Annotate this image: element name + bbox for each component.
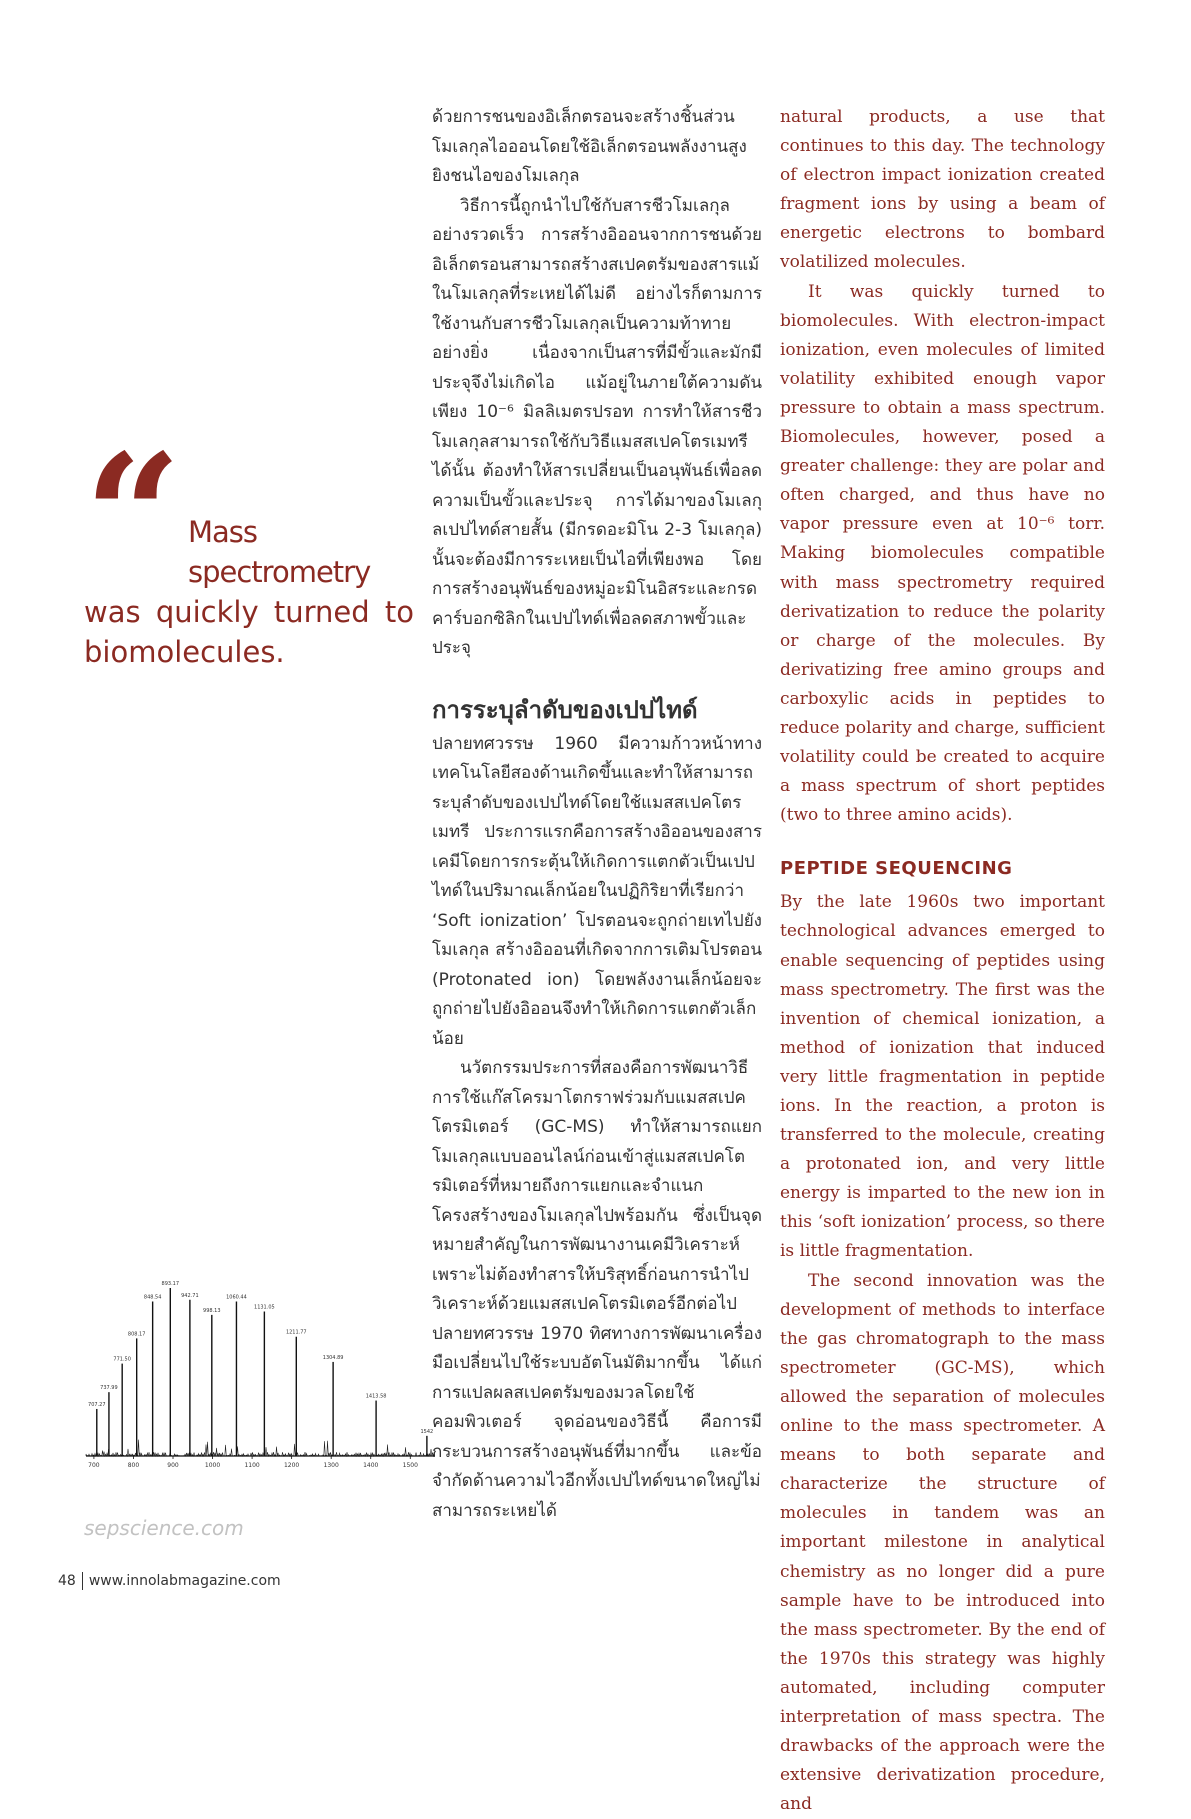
spectrum-peak-label: 737.99 [100,1385,118,1392]
spectrum-tick-label: 1000 [204,1462,221,1469]
spectrum-tick-label: 1500 [402,1462,418,1469]
english-section-heading: PEPTIDE SEQUENCING [780,858,1013,880]
spectrum-tick-label: 700 [88,1462,100,1469]
pull-quote-rest: was quickly turned to biomolecules. [84,595,414,669]
spectrum-noise [86,1440,435,1456]
spectrum-tick-label: 1300 [323,1462,339,1469]
spectrum-peak-label: 1131.05 [254,1304,275,1311]
page-footer [58,1572,281,1590]
english-article-column [780,103,1105,1819]
spectrum-peak-label: 1211.77 [285,1329,307,1336]
thai-article-column [432,103,762,1526]
pull-quote [84,417,414,672]
quote-mark: “ [84,417,170,617]
spectrum-peak-label: 808.17 [127,1331,146,1338]
spectrum-tick-label: 900 [167,1462,179,1469]
page-number: 48 [58,1573,76,1589]
thai-paragraph: ปลายทศวรรษ 1960 มีความก้าวหน้าทางเทคโนโลยีสองด้านเกิดขึ้นและทำให้สามารถระบุลำดับของเปปไทด์โดยใช้แมสสเปคโตรเมทรี ประการแรกคือการสร้างอิออนของสารเคมีโดยการกระตุ้นให้เกิดการแตกตัวเป็นเปปไทด์ในปริมาณเล็กน้อยในปฏิกิริยาที่เรียกว่า ‘Soft ionization’ โปรตอนจะถูกถ่ายเทไปยังโมเลกุล สร้างอิออนที่เกิดจากการเติมโปรตอน (Protonated ion) โดยพลังงานเล็กน้อยจะถูกถ่ายไปยังอิออนจึงทำให้เกิดการแตกตัวเล็กน้อย [432,733,762,1049]
spectrum-peak-label: 893.17 [161,1281,180,1287]
spectrum-peak-label: 1060.44 [226,1294,247,1301]
footer-url: www.innolabmagazine.com [88,1573,281,1589]
spectrum-tick-label: 1400 [363,1462,379,1469]
english-paragraph: It was quickly turned to biomolecules. With electron-impact ionization, even molecules of limited volatility exhibited enough vapor pressure to obtain a mass spectrum. Biomolecules, however, posed a greater challenge: they are polar and often charged, and thus have no vapor pressure even at 10⁻⁶ torr. Making biomolecules compatible with mass spectrometry required derivatization to reduce the polarity or charge of the molecules. By derivatizing free amino groups and carboxylic acids in peptides to reduce polarity and charge, sufficient volatility could be created to acquire a mass spectrum of short peptides (two to three amino acids). [780,281,1105,826]
spectrum-tick-label: 1100 [244,1462,260,1469]
thai-section-heading: การระบุลำดับของเปปไทด์ [432,695,698,724]
spectrum-peak-label: 848.54 [143,1294,162,1301]
watermark: sepscience.com [84,1516,244,1540]
thai-paragraph: นวัตกรรมประการที่สองคือการพัฒนาวิธีการใช้แก๊สโครมาโตกราฟร่วมกับแมสสเปคโตรมิเตอร์ (GC-MS) ทำให้สามารถแยกโมเลกุลแบบออนไลน์ก่อนเข้าสู่แมสสเปคโตรมิเตอร์ที่หมายถึงการแยกและจำแนกโครงสร้างของโมเลกุลไปพร้อมกัน ซึ่งเป็นจุดหมายสำคัญในการพัฒนางานเคมีวิเคราะห์ เพราะไม่ต้องทำสารให้บริสุทธิ์ก่อนการนำไปวิเคราะห์ด้วยแมสสเปคโตรมิเตอร์อีกต่อไป ปลายทศวรรษ 1970 ทิศทางการพัฒนาเครื่องมือเปลี่ยนไปใช้ระบบอัตโนมัติมากขึ้น ได้แก่ การแปลผลสเปคตรัมของมวลโดยใช้คอมพิวเตอร์ จุดอ่อนของวิธีนี้ คือการมีกระบวนการสร้างอนุพันธ์ที่มากขึ้น และข้อจำกัดด้านความไวอีกทั้งเปปไทด์ขนาดใหญ่ไม่สามารถระเหยได้ [432,1058,762,1521]
thai-paragraph: วิธีการนี้ถูกนำไปใช้กับสารชีวโมเลกุลอย่างรวดเร็ว การสร้างอิออนจากการชนด้วยอิเล็กตรอนสามารถสร้างสเปคตรัมของสารแม้ในโมเลกุลที่ระเหยได้ไม่ดี อย่างไรก็ตามการใช้งานกับสารชีวโมเลกุลเป็นความท้าทายอย่างยิ่ง เนื่องจากเป็นสารที่มีขั้วและมักมีประจุจึงไม่เกิดไอ แม้อยู่ในภายใต้ความดันเพียง 10⁻⁶ มิลลิเมตรปรอท การทำให้สารชีวโมเลกุลสามารถใช้กับวิธีแมสสเปคโตรเมทรีได้นั้น ต้องทำให้สารเปลี่ยนเป็นอนุพันธ์เพื่อลดความเป็นขั้วและประจุ การได้มาของโมเลกุลเปปไทด์สายสั้น (มีกรดอะมิโน 2-3 โมเลกุล) นั้นจะต้องมีการระเหยเป็นไอที่เพียงพอ โดยการสร้างอนุพันธ์ของหมู่อะมิโนอิสระและกรดคาร์บอกซิลิกในเปปไทด์เพื่อลดสภาพขั้วและประจุ [432,195,762,658]
spectrum-peak-label: 771.50 [113,1356,131,1363]
spectrum-tick-label: 800 [127,1462,140,1469]
spectrum-peak-label: 1542 [420,1428,434,1435]
spectrum-peak-label: 1413.58 [365,1393,387,1400]
english-paragraph: By the late 1960s two important technological advances emerged to enable sequencing of peptides using mass spectrometry. The first was the invention of chemical ionization, a method of ionization that induced very little fragmentation in peptide ions. In the reaction, a proton is transferred to the molecule, creating a protonated ion, and very little energy is imparted to the new ion in this ‘soft ionization’ process, so there is little fragmentation. [780,892,1105,1262]
spectrum-peak-label: 707.27 [88,1401,106,1408]
english-paragraph: The second innovation was the development of methods to interface the gas chromatograph to the mass spectrometer (GC-MS), which allowed the separation of molecules online to the mass spectrometer. A means to both separate and characterize the structure of molecules in tandem was an important milestone in analytical chemistry as no longer did a pure sample have to be introduced into the mass spectrometer. By the end of the 1970s this strategy was highly automated, including computer interpretation of mass spectra. The drawbacks of the approach were the extensive derivatization procedure, and [780,1270,1105,1815]
spectrum-peak-label: 1304.89 [322,1354,344,1361]
mass-spectrum-figure [84,1262,436,1488]
thai-paragraph: ด้วยการชนของอิเล็กตรอนจะสร้างชิ้นส่วนโมเลกุลไอออนโดยใช้อิเล็กตรอนพลังงานสูงยิงชนไอของโมเลกุล [432,107,747,186]
footer-divider [82,1572,83,1590]
pull-quote-line1: Mass spectrometry [188,515,371,589]
spectrum-peak-label: 998.13 [203,1307,221,1314]
english-paragraph: natural products, a use that continues to this day. The technology of electron impact ionization created fragment ions by using a beam of energetic electrons to bombard volatilized molecules. [780,107,1105,273]
pull-quote-text [84,452,414,672]
spectrum-peak-label: 942.71 [181,1292,199,1299]
spectrum-tick-label: 1200 [283,1462,300,1469]
